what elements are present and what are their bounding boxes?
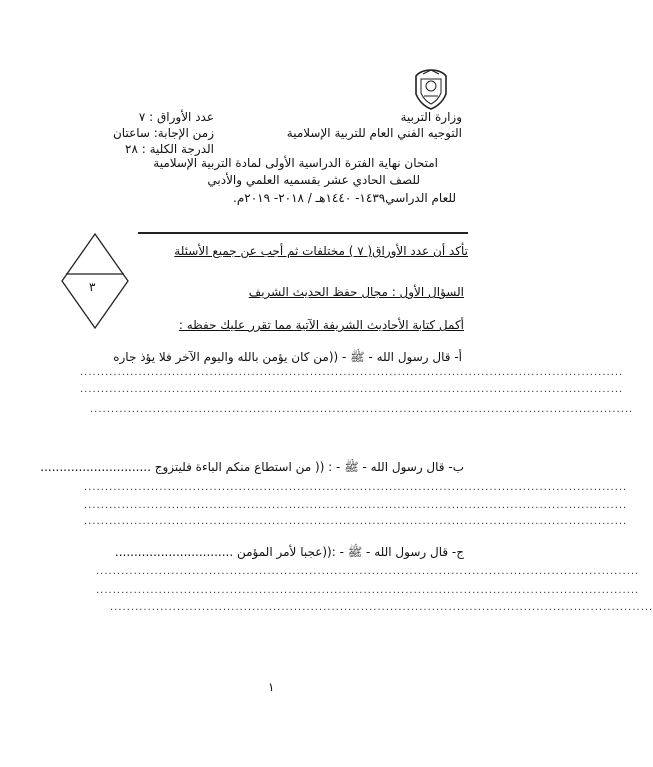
exam-duration: زمن الإجابة: ساعتان [112, 126, 214, 140]
directorate-name: التوجيه الفني العام للتربية الإسلامية [286, 126, 462, 140]
answer-line[interactable]: .................................................................................................................................. [80, 384, 624, 395]
answer-line[interactable]: .................................................................................................................................. [84, 516, 628, 527]
answer-line[interactable]: .................................................................................................................................. [96, 566, 640, 577]
answer-line[interactable]: .................................................................................................................................. [84, 482, 628, 493]
ministry-emblem [412, 66, 450, 110]
answer-line[interactable]: .................................................................................................................................. [84, 500, 628, 511]
answer-line[interactable]: .................................................................................................................................. [96, 585, 640, 596]
answer-line[interactable]: .................................................................................................................................. [90, 404, 634, 415]
answer-line[interactable]: .................................................................................................................................. [110, 602, 653, 613]
hadith-item-b: ب- قال رسول الله - ﷺ - : (( من استطاع منكم الباءة فليتزوج ............................. [40, 460, 464, 474]
page-number: ١ [268, 680, 275, 694]
pages-count: عدد الأوراق : ٧ [138, 110, 214, 124]
question-prompt: أكمل كتابة الأحاديث الشريفة الآتية مما تقرر عليك حفظه : [178, 318, 464, 332]
instruction-text: تأكد أن عدد الأوراق( ٧ ) مختلفات ثم أجب عن جميع الأسئلة [174, 244, 468, 258]
answer-line[interactable]: .................................................................................................................................. [80, 367, 624, 378]
hadith-item-c: ج- قال رسول الله - ﷺ - :((عجبا لأمر المؤمن ............................... [114, 545, 464, 559]
ministry-name: وزارة التربية [400, 110, 462, 124]
header-divider [138, 232, 468, 234]
hadith-item-a: أ- قال رسول الله - ﷺ - ((من كان يؤمن بالله واليوم الآخر فلا يؤذ جاره [113, 350, 462, 364]
exam-title-line3: للعام الدراسي١٤٣٩- ١٤٤٠هـ / ٢٠١٨- ٢٠١٩م. [233, 191, 456, 205]
total-score: الدرجة الكلية : ٢٨ [125, 142, 214, 156]
score-value: ٣ [89, 280, 96, 294]
exam-title-line2: للصف الحادي عشر بقسميه العلمي والأدبي [207, 173, 420, 187]
question-title: السؤال الأول : مجال حفظ الحديث الشريف [248, 285, 464, 299]
exam-title-line1: امتحان نهاية الفترة الدراسية الأولى لمادة التربية الإسلامية [153, 156, 438, 170]
